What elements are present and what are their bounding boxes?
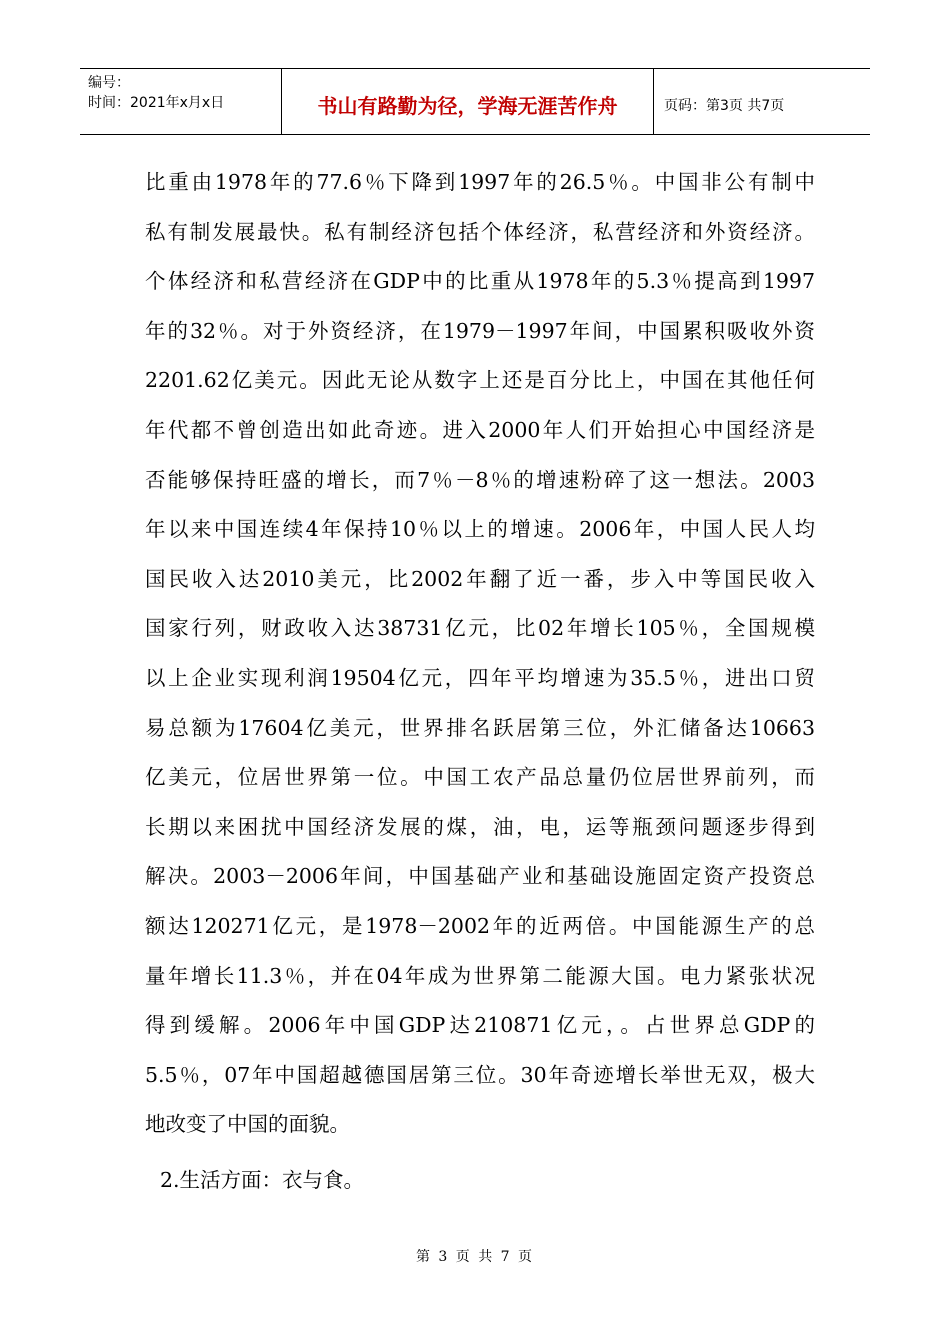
header-meta <box>80 69 282 134</box>
header-page-info: 页码：第3页 共7页 <box>664 97 785 114</box>
body-line: 得到缓解。2006年中国GDP达210871亿元，。占世界总GDP的 <box>145 1013 815 1038</box>
body-line: 年以来中国连续4年保持10％以上的增速。2006年，中国人民人均 <box>145 517 815 542</box>
body-line: 比重由1978年的77.6％下降到1997年的26.5％。中国非公有制中 <box>145 170 815 194</box>
body-line: 个体经济和私营经济在GDP中的比重从1978年的5.3％提高到1997 <box>145 269 815 294</box>
body-line: 额达120271亿元，是1978－2002年的近两倍。中国能源生产的总 <box>145 913 815 938</box>
body-line: 年的32％。对于外资经济，在1979－1997年间，中国累积吸收外资 <box>145 318 815 343</box>
body-line: 以上企业实现利润19504亿元，四年平均增速为35.5％，进出口贸 <box>145 665 815 690</box>
body-line: 长期以来困扰中国经济发展的煤，油，电，运等瓶颈问题逐步得到 <box>145 814 815 839</box>
body-line: 地改变了中国的面貌。 <box>145 1112 350 1137</box>
number-label: 编号： <box>88 75 130 91</box>
body-line: 量年增长11.3％，并在04年成为世界第二能源大国。电力紧张状况 <box>145 963 815 988</box>
body-line: 2201.62亿美元。因此无论从数字上还是百分比上，中国在其他任何 <box>145 368 815 393</box>
body-line: 国家行列，财政收入达38731亿元，比02年增长105％，全国规模 <box>145 616 815 641</box>
body-line: 解决。2003－2006年间，中国基础产业和基础设施固定资产投资总 <box>145 864 815 889</box>
time-label: 时间：2021年x月x日 <box>88 95 225 111</box>
header-motto: 书山有路勤为径，学海无涯苦作舟 <box>282 69 654 134</box>
body-paragraph <box>145 158 815 1150</box>
section-heading: 2.生活方面：衣与食。 <box>160 1168 365 1192</box>
body-line: 易总额为17604亿美元，世界排名跃居第三位，外汇储备达10663 <box>145 715 815 740</box>
body-line: 国民收入达2010美元，比2002年翻了近一番，步入中等国民收入 <box>145 566 815 591</box>
page-header <box>80 68 870 135</box>
page-footer: 第 3 页 共 7 页 <box>415 1249 535 1265</box>
body-line: 私有制发展最快。私有制经济包括个体经济，私营经济和外资经济。 <box>145 219 815 244</box>
body-line: 年代都不曾创造出如此奇迹。进入2000年人们开始担心中国经济是 <box>145 417 815 442</box>
body-line: 亿美元，位居世界第一位。中国工农产品总量仍位居世界前列，而 <box>145 765 815 790</box>
body-line: 5.5％，07年中国超越德国居第三位。30年奇迹增长举世无双，极大 <box>145 1062 815 1087</box>
body-line: 否能够保持旺盛的增长，而7％－8％的增速粉碎了这一想法。2003 <box>145 467 815 492</box>
